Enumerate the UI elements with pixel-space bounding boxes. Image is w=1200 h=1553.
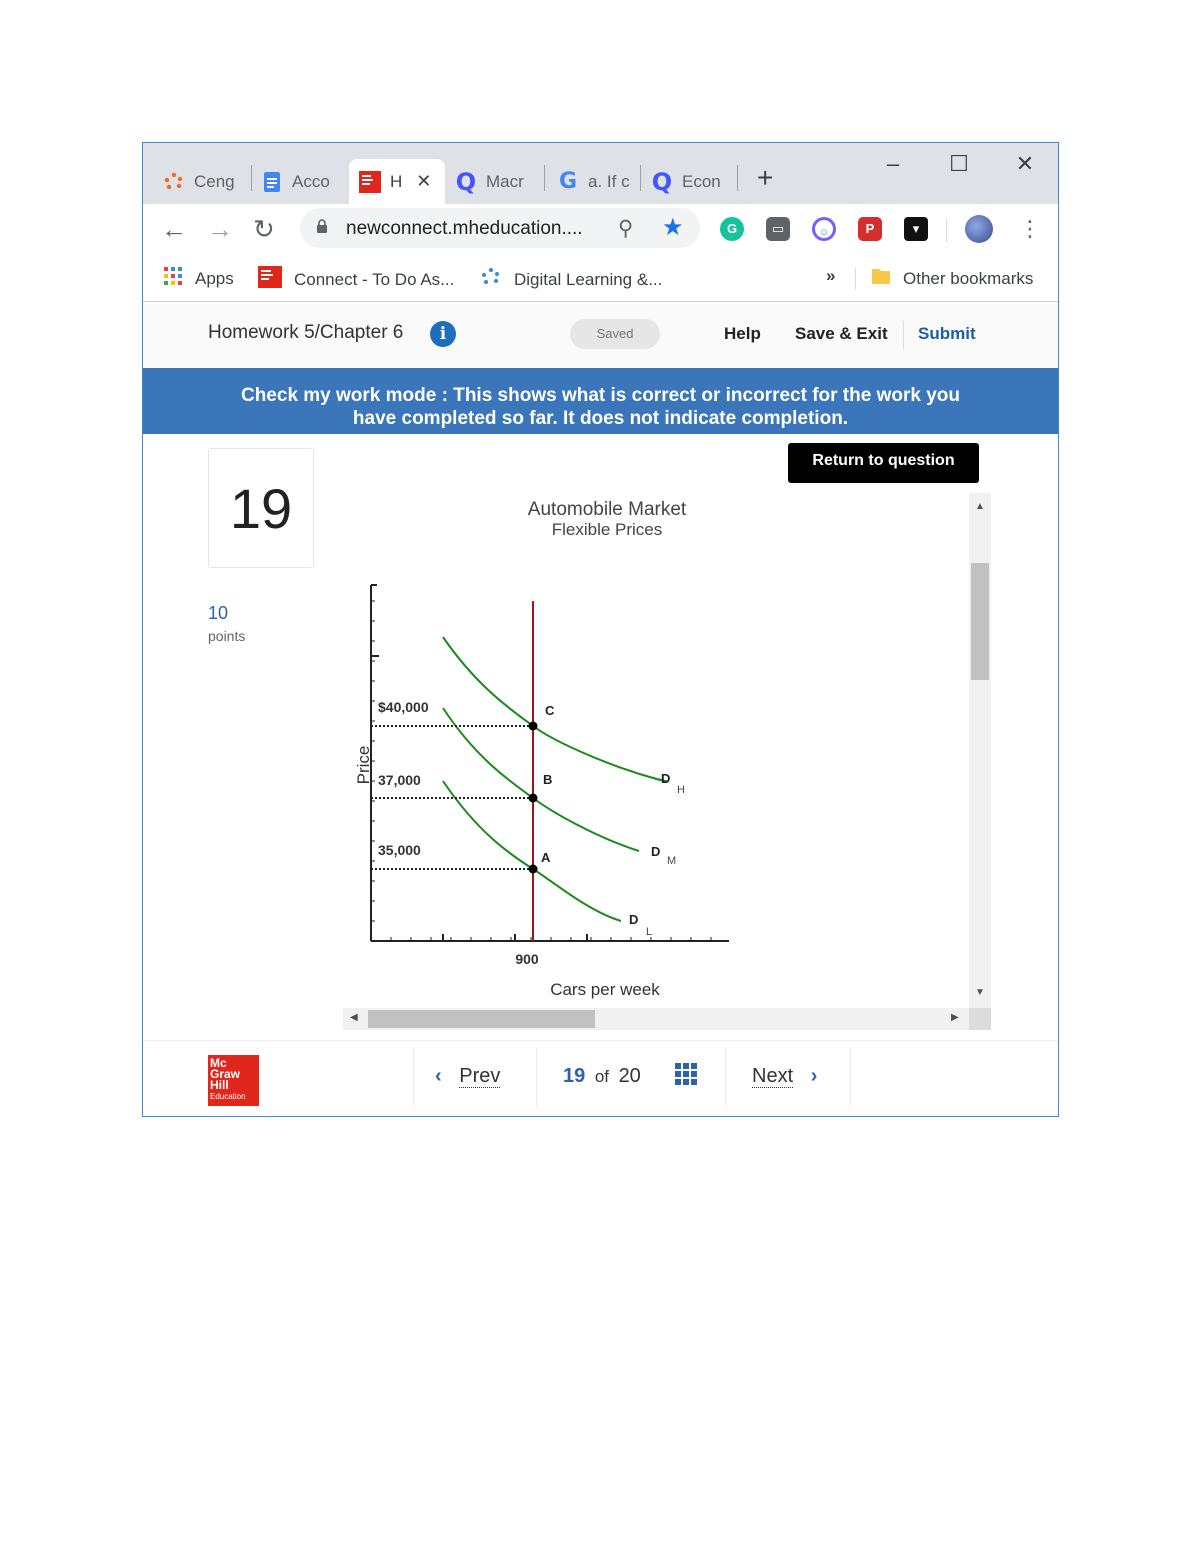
chart-subtitle: Flexible Prices [551,520,663,539]
profile-avatar[interactable] [965,215,993,243]
question-number: 19 [208,448,314,568]
saved-status-badge: Saved [570,319,660,349]
back-arrow-icon[interactable]: ← [161,214,187,244]
scroll-down-arrow-icon[interactable]: ▼ [975,987,985,998]
pinterest-extension-icon[interactable]: P [858,217,882,241]
header-divider [903,321,904,349]
tab-label: H [390,171,403,191]
other-bookmarks[interactable] [871,266,1033,291]
current-page: 19 [563,1065,586,1087]
bookmark-digital-learning[interactable] [480,266,662,293]
cengage-icon [480,266,502,293]
minimize-button[interactable]: – [886,151,900,176]
bookmark-label: Apps [195,268,234,288]
tab-label: Macr [486,171,524,191]
tab-label: a. If c [588,171,630,191]
browser-window [142,142,1059,1117]
folder-icon [871,266,891,291]
save-exit-link[interactable]: Save & Exit [795,324,888,343]
y-tick-label: $40,000 [378,699,429,715]
apps-grid-icon [163,266,183,291]
tab-separator [737,165,738,191]
chevron-left-icon: ‹ [435,1065,442,1087]
mcgraw-hill-logo [208,1055,259,1106]
footer-divider [536,1047,537,1107]
forward-arrow-icon[interactable]: → [207,214,233,244]
assignment-title: Homework 5/Chapter 6 [208,322,404,343]
tab-quizlet-macro[interactable] [455,159,535,204]
mcgraw-hill-icon [359,171,381,193]
tab-close-icon[interactable]: ✕ [416,171,432,191]
y-tick-label: 35,000 [378,842,421,858]
next-button[interactable] [752,1065,817,1088]
logo-line: Mc [210,1056,227,1070]
bookmark-label: Digital Learning &... [514,269,663,289]
points-value: 10 [208,603,229,623]
equilibrium-point [529,865,538,874]
equilibrium-point [529,722,538,731]
submit-link[interactable]: Submit [918,324,976,343]
tab-separator [640,165,641,191]
chevron-right-icon: › [810,1065,818,1087]
url-text: newconnect.mheducation.... [346,218,583,239]
footer-divider [413,1047,414,1107]
page-indicator [563,1065,641,1088]
return-to-question-button[interactable]: Return to question [788,443,979,483]
bookmark-connect[interactable] [258,266,454,293]
prev-button[interactable] [435,1065,500,1088]
mcgraw-hill-icon [258,266,282,293]
help-link[interactable]: Help [724,324,761,343]
menu-kebab-icon[interactable]: ⋮ [1019,216,1041,241]
bookmark-apps[interactable] [163,266,234,291]
quizlet-icon: Q [455,167,477,196]
scroll-up-arrow-icon[interactable]: ▲ [975,501,985,512]
logo-line: Graw [210,1067,241,1081]
tab-label: Acco [292,171,330,191]
banner-line-1: Check my work mode : This shows what is correct or incorrect for the work you [240,385,960,406]
series-label: D [651,844,661,859]
close-window-button[interactable]: ✕ [1015,151,1035,176]
tab-separator [544,165,545,191]
tab-strip [143,143,1058,204]
other-bookmarks-label: Other bookmarks [903,268,1034,288]
plot-layer [371,585,729,967]
equilibrium-point [529,794,538,803]
point-label: A [541,850,551,865]
scroll-left-arrow-icon[interactable]: ◀ [350,1012,358,1023]
chart-title: Automobile Market [527,499,687,520]
info-icon[interactable]: i [430,321,456,347]
total-pages: 20 [618,1065,641,1087]
maximize-button[interactable]: ☐ [949,151,969,176]
new-tab-button[interactable]: + [757,162,774,193]
tab-separator [251,165,252,191]
automobile-market-chart [343,493,969,1008]
x-axis-label: Cars per week [550,980,660,999]
tab-google-docs[interactable] [261,159,341,204]
chart-viewport [343,493,969,1008]
circle-extension-icon[interactable]: ○ [812,217,836,241]
vertical-scroll-thumb[interactable] [971,563,989,680]
point-label: C [545,703,555,718]
google-docs-icon [261,171,283,193]
tab-mcgraw-hill-active[interactable] [349,159,445,204]
page-of-label: of [594,1067,609,1086]
pocket-extension-icon[interactable]: ▾ [904,217,928,241]
y-tick-label: 37,000 [378,772,421,788]
lock-icon [316,219,328,234]
scroll-right-arrow-icon[interactable]: ▶ [951,1012,959,1023]
footer-divider [725,1047,726,1107]
tab-label: Econ [682,171,721,191]
prev-label: Prev [459,1065,501,1087]
zoom-icon[interactable]: ⚲ [618,217,634,240]
cengage-icon [163,171,185,193]
bookmarks-divider [855,268,856,290]
x-tick-label: 900 [515,951,539,967]
question-footer [143,1040,1058,1117]
tab-cengage[interactable] [163,159,241,204]
quizlet-icon: Q [651,167,673,196]
horizontal-scrollbar[interactable] [343,1008,969,1030]
tab-label: Ceng [194,171,235,191]
logo-line: Education [210,1092,246,1101]
question-grid-icon[interactable] [675,1063,697,1085]
series-label-subscript: L [646,926,653,938]
series-label-subscript: H [677,784,685,796]
check-my-work-banner [143,368,1058,434]
browser-toolbar [143,204,1058,256]
bookmarks-bar [143,256,1058,302]
logo-line: Hill [210,1078,229,1092]
bookmarks-overflow-button[interactable]: » [826,266,836,285]
demand-curve-m [443,708,639,851]
banner-line-2: have completed so far. It does not indicate completion. [352,408,849,429]
google-icon: G [558,169,578,194]
series-label: D [629,912,639,927]
bookmark-star-icon[interactable]: ★ [662,214,684,241]
horizontal-scroll-thumb[interactable] [368,1010,595,1028]
y-axis-label: Price [354,745,373,785]
tab-quizlet-econ[interactable] [651,159,731,204]
bookmark-label: Connect - To Do As... [294,269,455,289]
points-label: points [208,628,246,644]
address-bar[interactable] [300,208,700,248]
demand-curve-h [443,637,667,782]
line-extension-icon[interactable]: ▭ [766,217,790,241]
point-label: B [543,772,553,787]
reload-icon[interactable]: ↻ [253,214,275,244]
footer-divider [850,1047,851,1107]
toolbar-divider [946,218,947,242]
tab-google-search[interactable] [557,159,633,204]
scrollbar-corner [969,1008,991,1030]
series-label: D [661,771,671,786]
vertical-scrollbar[interactable] [969,493,991,1008]
series-label-subscript: M [667,855,677,867]
next-label: Next [752,1065,794,1087]
grammarly-icon[interactable]: G [720,217,744,241]
assignment-header [143,303,1058,367]
